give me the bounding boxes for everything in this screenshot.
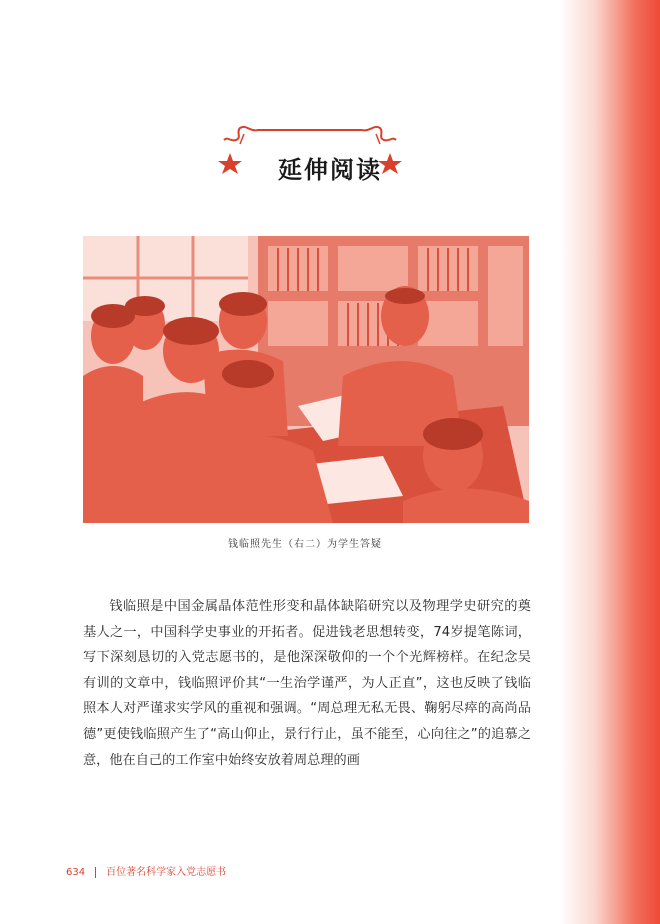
book-title: 百位著名科学家入党志愿书 [106, 867, 227, 878]
section-title: 延伸阅读 [278, 156, 382, 184]
historical-photo [83, 236, 529, 523]
page-edge-gradient [560, 0, 660, 924]
footer-divider [95, 867, 96, 878]
photo-caption: 钱临照先生（右二）为学生答疑 [228, 539, 382, 550]
body-paragraph: 钱临照是中国金属晶体范性形变和晶体缺陷研究以及物理学史研究的奠基人之一，中国科学史事业的开拓者。促进钱老思想转变，74岁提笔陈词，写下深刻恳切的入党志愿书的，是他深深敬仰的一个个光辉榜样。在纪念吴有训的文章中，钱临照评价其“一生治学谨严，为人正直”，这也反映了钱临照本人对严谨求实学风的重视和强调。“周总理无私无畏、鞠躬尽瘁的高尚品德”更使钱临照产生了“高山仰止，景行行止，虽不能至，心向往之”的追慕之意，他在自己的工作室中始终安放着周总理的画 [83, 599, 531, 768]
page-footer [66, 863, 226, 878]
page-number: 634 [66, 867, 86, 878]
